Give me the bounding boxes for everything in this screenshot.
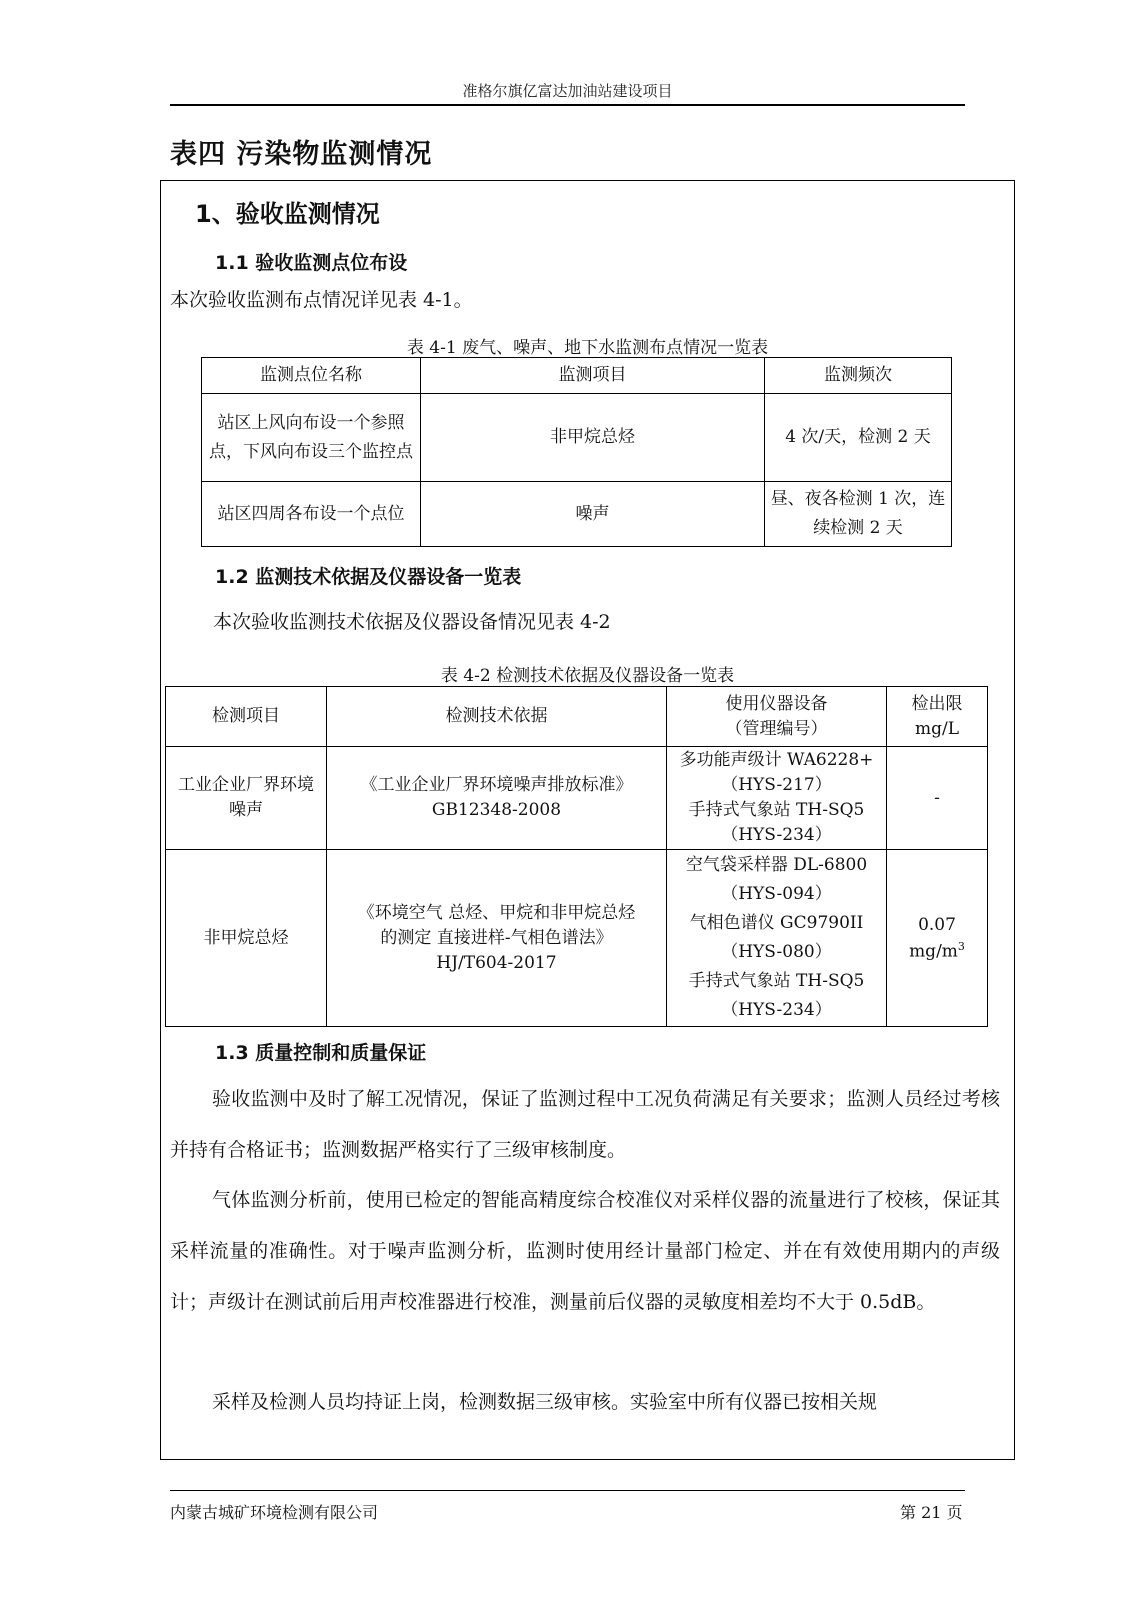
cell-item: 工业企业厂界环境噪声: [166, 747, 327, 850]
column-header: 监测点位名称: [202, 358, 421, 394]
cell-site: 站区上风向布设一个参照点，下风向布设三个监控点: [202, 394, 421, 482]
column-header: 监测项目: [421, 358, 765, 394]
equipment-line: （HYS-234）: [721, 825, 832, 845]
page-number: 第 21 页: [900, 1503, 963, 1522]
table-4-1-caption: 表 4-1 废气、噪声、地下水监测布点情况一览表: [406, 338, 769, 358]
cell-item: 非甲烷总烃: [166, 850, 327, 1027]
paragraph-quality-2: 气体监测分析前，使用已检定的智能高精度综合校准仪对采样仪器的流量进行了校核，保证其采样流量的准确性。对于噪声监测分析，监测时使用经计量部门检定、并在有效使用期内的声级计；声级计在测试前后用声校准器进行校准，测量前后仪器的灵敏度相差均不大于 0.5dB。: [170, 1189, 1000, 1313]
cell-frequency: 4 次/天，检测 2 天: [765, 394, 952, 482]
column-header: [667, 687, 887, 747]
equipment-line: 气相色谱仪 GC9790II: [689, 913, 864, 933]
column-header: [887, 687, 988, 747]
intro-1-2: 本次验收监测技术依据及仪器设备情况见表 4-2: [213, 611, 611, 633]
equipment-line: （HYS-094）: [721, 884, 832, 904]
column-header: 监测频次: [765, 358, 952, 394]
paragraph-quality-3: 采样及检测人员均持证上岗，检测数据三级审核。实验室中所有仪器已按相关规: [212, 1391, 878, 1413]
limit-unit-exponent: 3: [957, 939, 965, 953]
footer-rule: [170, 1490, 965, 1491]
subsection-heading-1-3: 1.3 质量控制和质量保证: [215, 1042, 427, 1064]
cell-equipment: [667, 747, 887, 850]
equipment-line: （HYS-217）: [721, 775, 832, 795]
column-header-line: mg/L: [914, 718, 960, 739]
equipment-line: 空气袋采样器 DL-6800: [685, 855, 868, 875]
table-row: [202, 394, 952, 482]
table-row: [166, 850, 988, 1027]
equipment-line: （HYS-234）: [721, 1000, 832, 1020]
section-heading: 1、验收监测情况: [195, 200, 380, 228]
cell-item: 非甲烷总烃: [421, 394, 765, 482]
table-row: [202, 482, 952, 547]
intro-1-1: 本次验收监测布点情况详见表 4-1。: [170, 289, 473, 311]
basis-line: GB12348-2008: [431, 800, 562, 820]
cell-limit: [887, 850, 988, 1027]
table-4-2-caption: 表 4-2 检测技术依据及仪器设备一览表: [440, 666, 735, 686]
table-header-row: [166, 687, 988, 747]
page-title: 表四 污染物监测情况: [170, 139, 433, 170]
table-4-2: [165, 686, 988, 1027]
equipment-line: （HYS-080）: [721, 942, 832, 962]
equipment-line: 手持式气象站 TH-SQ5: [688, 800, 865, 820]
cell-frequency: 昼、夜各检测 1 次，连续检测 2 天: [765, 482, 952, 547]
basis-line: HJ/T604-2017: [436, 952, 557, 973]
limit-value: 0.07: [918, 914, 956, 935]
header-rule: [170, 104, 965, 106]
subsection-heading-1-2: 1.2 监测技术依据及仪器设备一览表: [215, 566, 522, 588]
equipment-line: 多功能声级计 WA6228+: [679, 750, 874, 770]
column-header-line: （管理编号）: [725, 718, 828, 739]
basis-line: 《环境空气 总烃、甲烷和非甲烷总烃: [357, 902, 636, 923]
table-header-row: [202, 358, 952, 394]
basis-line: 的测定 直接进样-气相色谱法》: [380, 927, 613, 948]
column-header: 检测项目: [166, 687, 327, 747]
equipment-line: 手持式气象站 TH-SQ5: [688, 971, 865, 991]
column-header-line: 使用仪器设备: [725, 693, 828, 714]
subsection-heading-1-1: 1.1 验收监测点位布设: [215, 252, 408, 274]
table-row: [166, 747, 988, 850]
column-header-line: 检出限: [911, 693, 963, 714]
cell-item: 噪声: [421, 482, 765, 547]
cell-site: 站区四周各布设一个点位: [202, 482, 421, 547]
running-header: 准格尔旗亿富达加油站建设项目: [462, 82, 673, 100]
basis-line: 《工业企业厂界环境噪声排放标准》: [360, 775, 633, 795]
cell-basis: [327, 747, 667, 850]
limit-unit-base: mg/m: [909, 941, 958, 962]
column-header: 检测技术依据: [327, 687, 667, 747]
footer-company: 内蒙古城矿环境检测有限公司: [170, 1503, 379, 1522]
table-4-1: [201, 357, 952, 547]
cell-equipment: [667, 850, 887, 1027]
cell-basis: [327, 850, 667, 1027]
cell-limit: -: [887, 747, 988, 850]
limit-unit: [891, 936, 983, 963]
paragraph-quality-1: 验收监测中及时了解工况情况，保证了监测过程中工况负荷满足有关要求；监测人员经过考核并持有合格证书；监测数据严格实行了三级审核制度。: [170, 1088, 1000, 1161]
